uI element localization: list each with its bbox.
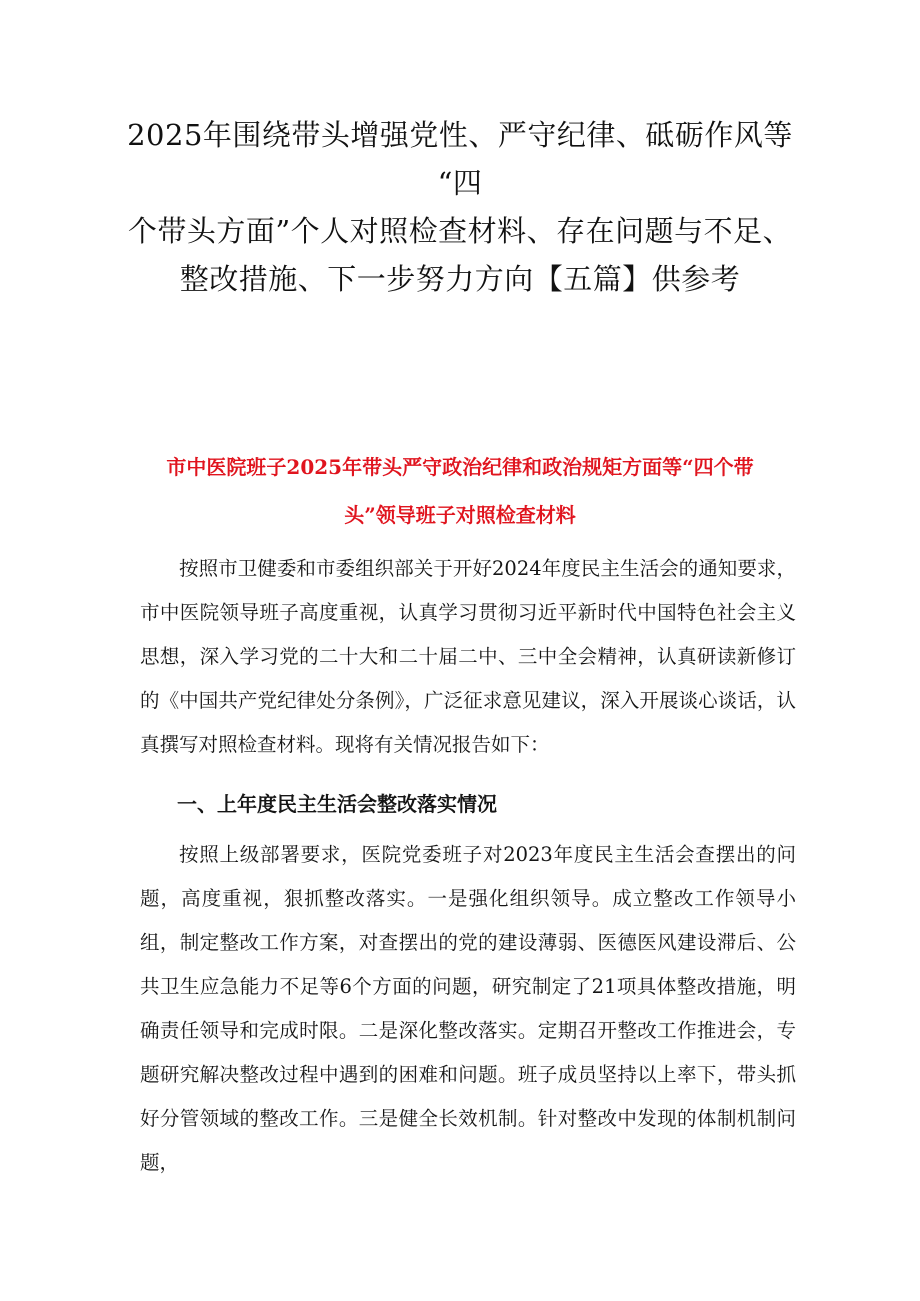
section-heading: 一、上年度民主生活会整改落实情况 (177, 792, 497, 816)
main-title-line-1-end: “四 (437, 166, 483, 200)
intro-paragraph: 按照市卫健委和市委组织部关于开好2024年度民主生活会的通知要求，市中医院领导班子高度重视，认真学习贯彻习近平新时代中国特色社会主义思想，深入学习党的二十大和二十届二中、三中全会精神，认真研读新修订的《中国共产党纪律处分条例》，广泛征求意见建议，深入开展谈心谈话，认真撰写对照检查材料。现将有关情况报告如下： (140, 557, 796, 756)
section-paragraph: 按照上级部署要求，医院党委班子对2023年度民主生活会查摆出的问题，高度重视，狠抓整改落实。一是强化组织领导。成立整改工作领导小组，制定整改工作方案，对查摆出的党的建设薄弱、医德医风建设滞后、公共卫生应急能力不足等6个方面的问题，研究制定了21项具体整改措施，明确责任领导和完成时限。二是深化整改落实。定期召开整改工作推进会，专题研究解决整改过程中遇到的困难和问题。班子成员坚持以上率下，带头抓好分管领域的整改工作。三是健全长效机制。针对整改中发现的体制机制问题， (140, 843, 796, 1174)
subtitle-line-2: 头”领导班子对照检查材料 (344, 503, 576, 527)
main-title-line-3: 整改措施、下一步努力方向【五篇】供参考 (179, 262, 741, 296)
main-title-line-1: 2025年围绕带头增强党性、严守纪律、砥砺作风等 (127, 118, 793, 152)
main-title-line-2: 个带头方面”个人对照检查材料、存在问题与不足、 (127, 214, 793, 248)
subtitle-line-1: 市中医院班子2025年带头严守政治纪律和政治规矩方面等“四个带 (166, 455, 754, 479)
